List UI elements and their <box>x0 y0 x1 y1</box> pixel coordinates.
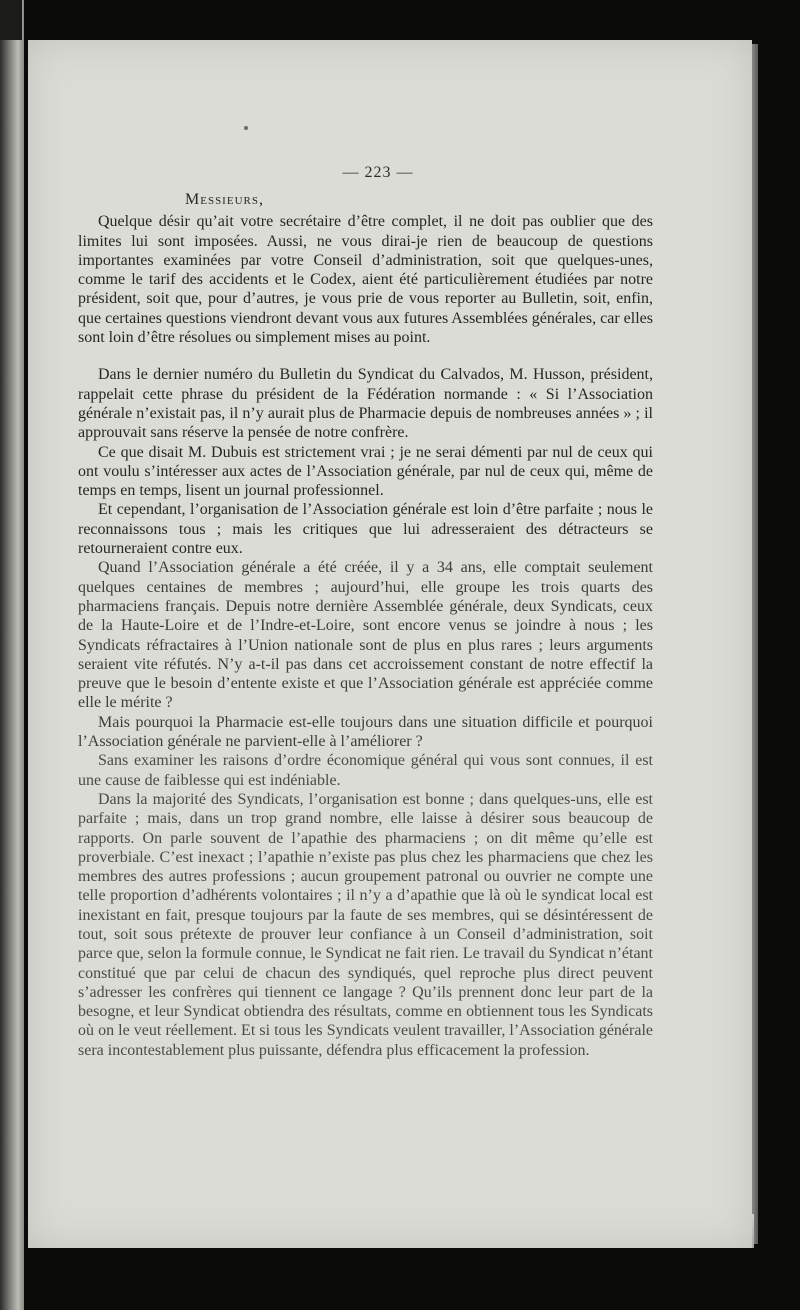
page-number: — 223 — <box>342 164 414 181</box>
left-page-edge <box>0 0 24 1310</box>
paragraph-8: Dans la majorité des Syndicats, l’organisation est bonne ; dans quelques-uns, elle est parfaite ; mais, dans un trop grand nombre, elle laisse à désirer sous beaucoup de rapports. On parle souvent de l’apathie des pharmaciens ; on dit même qu’elle est proverbiale. C’est inexact ; l’apathie n’existe pas plus chez les pharmaciens que chez les membres des autres professions ; aucun groupement patronal ou ouvrier ne compte une telle proportion d’adhérents volontaires ; il n’y a d’apathie que là où le syndicat local est inexistant en fait, presque toujours par la faute de ses membres, qui se désintéressent de tout, soit sous prétexte de prouver leur confiance à un Conseil d’administration, soit parce que, selon la formule connue, le Syndicat ne fait rien. Le travail du Syndicat n’étant constitué que par celui de chacun des syndiqués, quel reproche plus direct peuvent s’adresser les confrères qui tiennent ce langage ? Qu’ils prennent donc leur part de la besogne, et leur Syndicat obtiendra des résultats, comme en obtiennent tous les Syndicats où on le veut réellement. Et si tous les Syndicats veulent travailler, l’Association générale sera incontestablement plus puissante, défendra plus efficacement la profession. <box>78 790 653 1059</box>
paragraph-7: Sans examiner les raisons d’ordre économique général qui vous sont connues, il est une cause de faiblesse qui est indéniable. <box>78 752 653 789</box>
left-page-corner <box>0 0 22 40</box>
paragraph-6: Mais pourquoi la Pharmacie est-elle toujours dans une situation difficile et pourquoi l’Association générale ne parvient-elle à l’améliorer ? <box>78 713 653 751</box>
paragraph-4: Et cependant, l’organisation de l’Association générale est loin d’être parfaite ; nous le reconnaissons tous ; mais les critiques que lui adresseraient des détracteurs se retourneraient contre eux. <box>78 501 653 558</box>
paragraph-5: Quand l’Association générale a été créée, il y a 34 ans, elle comptait seulement quelques centaines de membres ; aujourd’hui, elle groupe les trois quarts des pharmaciens français. Depuis notre dernière Assemblée générale, deux Syndicats, ceux de la Haute-Loire et de l’Indre-et-Loire, sont encore venus se joindre à nous ; les Syndicats réfractaires à l’Union nationale sont de plus en plus rares ; leurs arguments seraient vite réfutés. N’y a-t-il pas dans cet accroissement constant de notre effectif la preuve que le besoin d’entente existe et que l’Association générale est appréciée comme elle le mérite ? <box>78 559 653 712</box>
ink-dot <box>244 126 248 130</box>
paragraph-2: Dans le dernier numéro du Bulletin du Syndicat du Calvados, M. Husson, président, rappelait cette phrase du président de la Fédération normande : « Si l’Association générale n’existait pas, il n’y aurait plus de Pharmacie depuis de nombreuses années » ; il approuvait sans réserve la pensée de notre confrère. <box>78 366 653 442</box>
book-page <box>28 40 752 1248</box>
salutation: Messieurs, <box>185 191 264 208</box>
paragraph-1: Quelque désir qu’ait votre secrétaire d’être complet, il ne doit pas oublier que des limites lui sont imposées. Aussi, ne vous dirai-je rien de beaucoup de questions importantes examinées par votre Conseil d’administration, soit que quelques-unes, comme le tarif des accidents et le Codex, aient été particulièrement étudiées par notre président, soit que, pour d’autres, je vous prie de vous reporter au Bulletin, soit, enfin, que certaines questions viendront devant vous aux futures Assemblées générales, car elles sont loin d’être résolues ou simplement mises au point. <box>78 213 653 347</box>
paragraph-3: Ce que disait M. Dubuis est strictement vrai ; je ne serai démenti par nul de ceux qui ont voulu s’intéresser aux actes de l’Association générale, par nul de ceux qui, même de temps en temps, lisent un journal professionnel. <box>78 443 653 500</box>
body-text <box>78 190 653 1060</box>
